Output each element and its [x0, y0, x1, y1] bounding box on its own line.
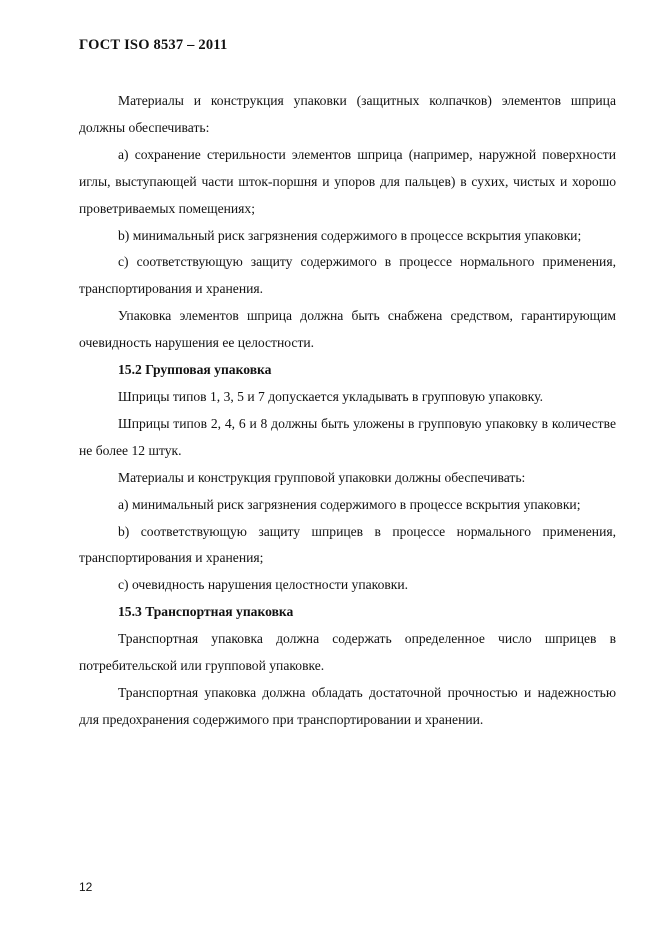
list-item: c) соответствующую защиту содержимого в процессе нормального применения, транспортирования и хранения.	[79, 254, 616, 297]
document-header: ГОСТ ISO 8537 – 2011	[79, 37, 228, 53]
list-item: а) минимальный риск загрязнения содержимого в процессе вскрытия упаковки;	[118, 496, 581, 512]
list-item: b) соответствующую защиту шприцев в процессе нормального применения, транспортирования и хранения;	[79, 523, 616, 566]
paragraph: Материалы и конструкция упаковки (защитных колпачков) элементов шприца должны обеспечивать:	[79, 93, 616, 135]
paragraph: Транспортная упаковка должна обладать достаточной прочностью и надежностью для предохранения содержимого при транспортировании и хранении.	[79, 684, 616, 727]
paragraph: Материалы и конструкция групповой упаковки должны обеспечивать:	[118, 469, 526, 485]
section-heading: 15.3 Транспортная упаковка	[118, 604, 294, 620]
section-heading: 15.2 Групповая упаковка	[118, 362, 272, 378]
paragraph: Транспортная упаковка должна содержать определенное число шприцев в потребительской или групповой упаковке.	[79, 631, 616, 674]
document-body	[79, 88, 616, 734]
page-number: 12	[79, 880, 93, 894]
paragraph: Шприцы типов 2, 4, 6 и 8 должны быть уложены в групповую упаковку в количестве не более 12 штук.	[79, 415, 616, 458]
list-item: b) минимальный риск загрязнения содержимого в процессе вскрытия упаковки;	[118, 227, 582, 243]
list-item: c) очевидность нарушения целостности упаковки.	[118, 577, 409, 593]
paragraph: Упаковка элементов шприца должна быть снабжена средством, гарантирующим очевидность нарушения ее целостности.	[79, 308, 616, 351]
list-item: а) сохранение стерильности элементов шприца (например, наружной поверхности иглы, выступающей части шток-поршня и упоров для пальцев) в сухих, чистых и хорошо проветриваемых помещениях;	[79, 146, 616, 216]
paragraph: Шприцы типов 1, 3, 5 и 7 допускается укладывать в групповую упаковку.	[118, 388, 543, 404]
